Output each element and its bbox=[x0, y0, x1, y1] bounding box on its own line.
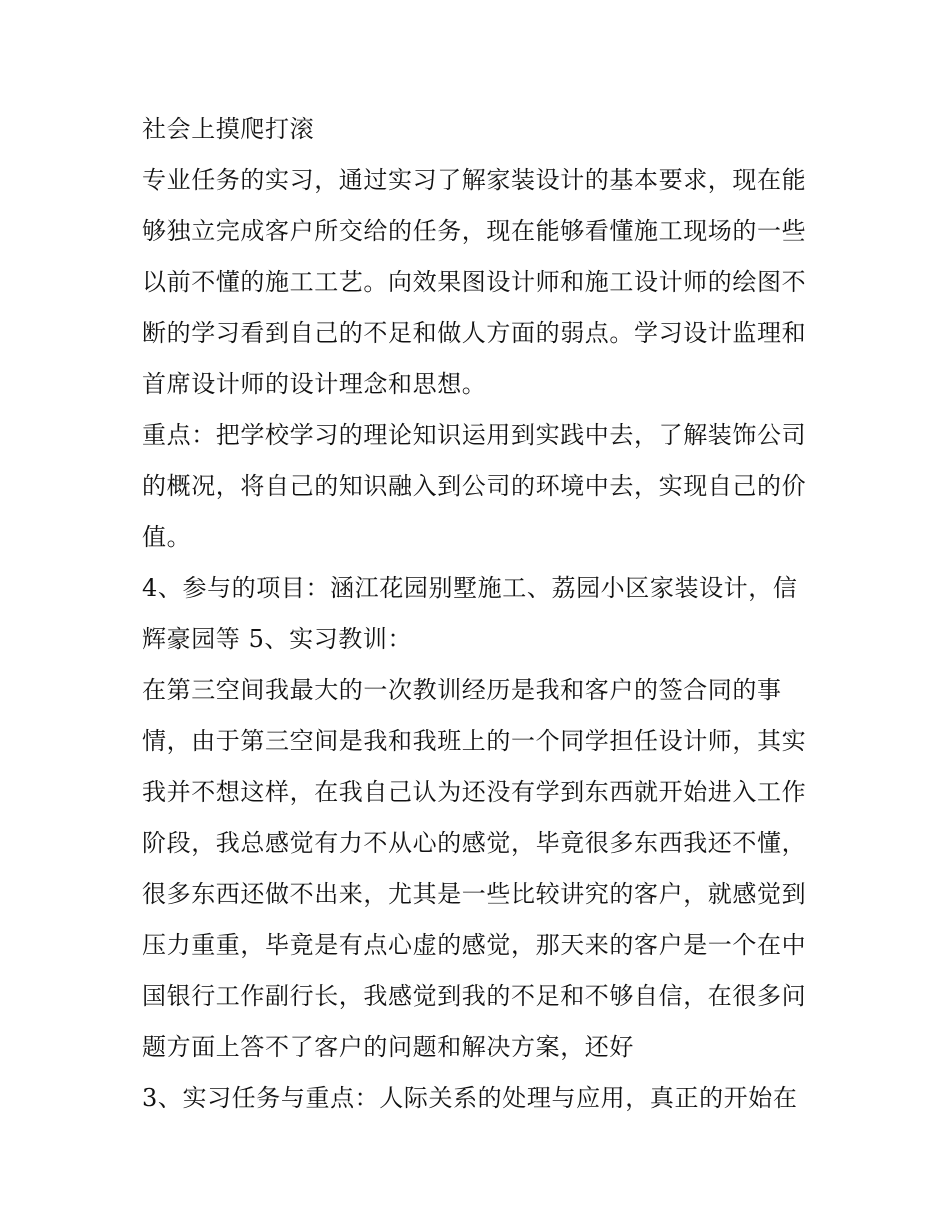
text-line: 够独立完成客户所交给的任务，现在能够看懂施工现场的一些 bbox=[142, 217, 807, 245]
text-line: 情，由于第三空间是我和我班上的一个同学担任设计师，其实 bbox=[142, 727, 807, 755]
text-line: 辉豪园等 5、实习教训： bbox=[142, 625, 413, 653]
text-line: 我并不想这样，在我自己认为还没有学到东西就开始进入工作 bbox=[142, 778, 807, 806]
text-line: 阶段，我总感觉有力不从心的感觉，毕竟很多东西我还不懂， bbox=[142, 829, 807, 857]
text-line: 压力重重，毕竟是有点心虚的感觉，那天来的客户是一个在中 bbox=[142, 931, 807, 959]
text-line: 题方面上答不了客户的问题和解决方案，还好 bbox=[142, 1033, 634, 1061]
text-line: 国银行工作副行长，我感觉到我的不足和不够自信，在很多问 bbox=[142, 982, 807, 1010]
text-line: 以前不懂的施工工艺。向效果图设计师和施工设计师的绘图不 bbox=[142, 268, 807, 296]
text-line: 首席设计师的设计理念和思想。 bbox=[142, 370, 487, 398]
text-line: 的概况，将自己的知识融入到公司的环境中去，实现自己的价 bbox=[142, 472, 807, 500]
document-body bbox=[142, 104, 818, 1124]
text-line: 值。 bbox=[142, 523, 192, 551]
text-line: 断的学习看到自己的不足和做人方面的弱点。学习设计监理和 bbox=[142, 319, 807, 347]
text-line: 3、实习任务与重点：人际关系的处理与应用，真正的开始在 bbox=[142, 1084, 798, 1112]
text-line: 社会上摸爬打滚 bbox=[142, 115, 315, 143]
text-line: 在第三空间我最大的一次教训经历是我和客户的签合同的事 bbox=[142, 676, 782, 704]
text-line: 专业任务的实习，通过实习了解家装设计的基本要求，现在能 bbox=[142, 166, 807, 194]
text-line: 4、参与的项目：涵江花园别墅施工、荔园小区家装设计，信 bbox=[142, 574, 798, 602]
text-line: 重点：把学校学习的理论知识运用到实践中去，了解装饰公司 bbox=[142, 421, 807, 449]
text-line: 很多东西还做不出来，尤其是一些比较讲究的客户，就感觉到 bbox=[142, 880, 807, 908]
